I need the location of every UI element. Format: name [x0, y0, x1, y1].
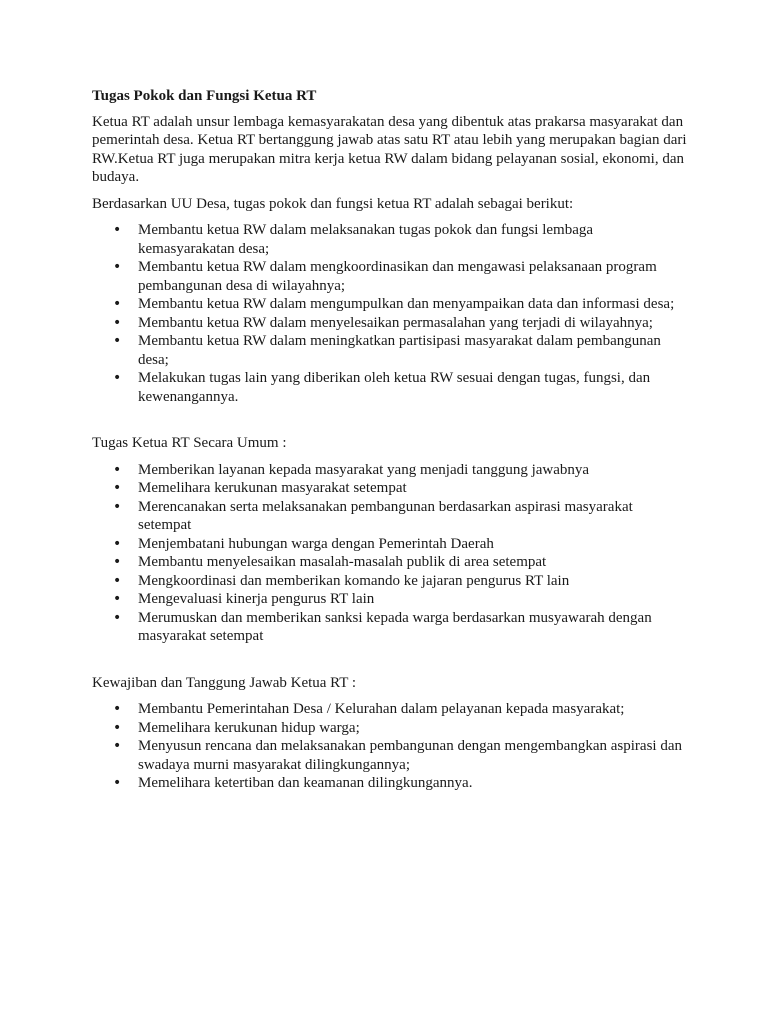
obligations-list — [92, 700, 688, 793]
lead-paragraph: Berdasarkan UU Desa, tugas pokok dan fungsi ketua RT adalah sebagai berikut: — [92, 195, 574, 212]
spacer — [92, 646, 688, 674]
section-heading-obligations: Kewajiban dan Tanggung Jawab Ketua RT : — [92, 674, 357, 691]
list-item: • Mengevaluasi kinerja pengurus RT lain — [138, 590, 688, 609]
list-item: • Menjembatani hubungan warga dengan Pemerintah Daerah — [138, 535, 688, 554]
intro-paragraph: Ketua RT adalah unsur lembaga kemasyarakatan desa yang dibentuk atas prakarsa masyarakat dan pemerintah desa. Ketua RT bertanggung jawab atas satu RT atau lebih yang merupakan bagian dari RW.Ketua RT juga merupakan mitra kerja ketua RW dalam bidang pelayanan sosial, ekonomi, dan budaya. — [92, 113, 687, 185]
list-item: • Memelihara kerukunan hidup warga; — [138, 719, 688, 738]
list-item: • Membantu Pemerintahan Desa / Kelurahan dalam pelayanan kepada masyarakat; — [138, 700, 688, 719]
tupoksi-list — [92, 221, 688, 406]
list-item: • Memelihara kerukunan masyarakat setempat — [138, 479, 688, 498]
list-item: • Mengkoordinasi dan memberikan komando ke jajaran pengurus RT lain — [138, 572, 688, 591]
list-item: • Membantu menyelesaikan masalah-masalah publik di area setempat — [138, 553, 688, 572]
list-item: • Menyusun rencana dan melaksanakan pembangunan dengan mengembangkan aspirasi dan swadaya murni masyarakat dilingkungannya; — [138, 737, 688, 774]
list-item: • Memelihara ketertiban dan keamanan dilingkungannya. — [138, 774, 688, 793]
list-item: • Membantu ketua RW dalam mengkoordinasikan dan mengawasi pelaksanaan program pembangunan desa di wilayahnya; — [138, 258, 688, 295]
list-item: • Membantu ketua RW dalam meningkatkan partisipasi masyarakat dalam pembangunan desa; — [138, 332, 688, 369]
list-item: • Melakukan tugas lain yang diberikan oleh ketua RW sesuai dengan tugas, fungsi, dan kewenangannya. — [138, 369, 688, 406]
list-item: • Memberikan layanan kepada masyarakat yang menjadi tanggung jawabnya — [138, 461, 688, 480]
list-item: • Merumuskan dan memberikan sanksi kepada warga berdasarkan musyawarah dengan masyarakat setempat — [138, 609, 688, 646]
document-title: Tugas Pokok dan Fungsi Ketua RT — [92, 88, 317, 104]
list-item: • Membantu ketua RW dalam mengumpulkan dan menyampaikan data dan informasi desa; — [138, 295, 688, 314]
spacer — [92, 406, 688, 434]
list-item: • Membantu ketua RW dalam menyelesaikan permasalahan yang terjadi di wilayahnya; — [138, 314, 688, 333]
section-heading-general-duties: Tugas Ketua RT Secara Umum : — [92, 435, 287, 451]
list-item: • Merencanakan serta melaksanakan pembangunan berdasarkan aspirasi masyarakat setempat — [138, 498, 688, 535]
general-duties-list — [92, 461, 688, 646]
list-item: • Membantu ketua RW dalam melaksanakan tugas pokok dan fungsi lembaga kemasyarakatan desa; — [138, 221, 688, 258]
